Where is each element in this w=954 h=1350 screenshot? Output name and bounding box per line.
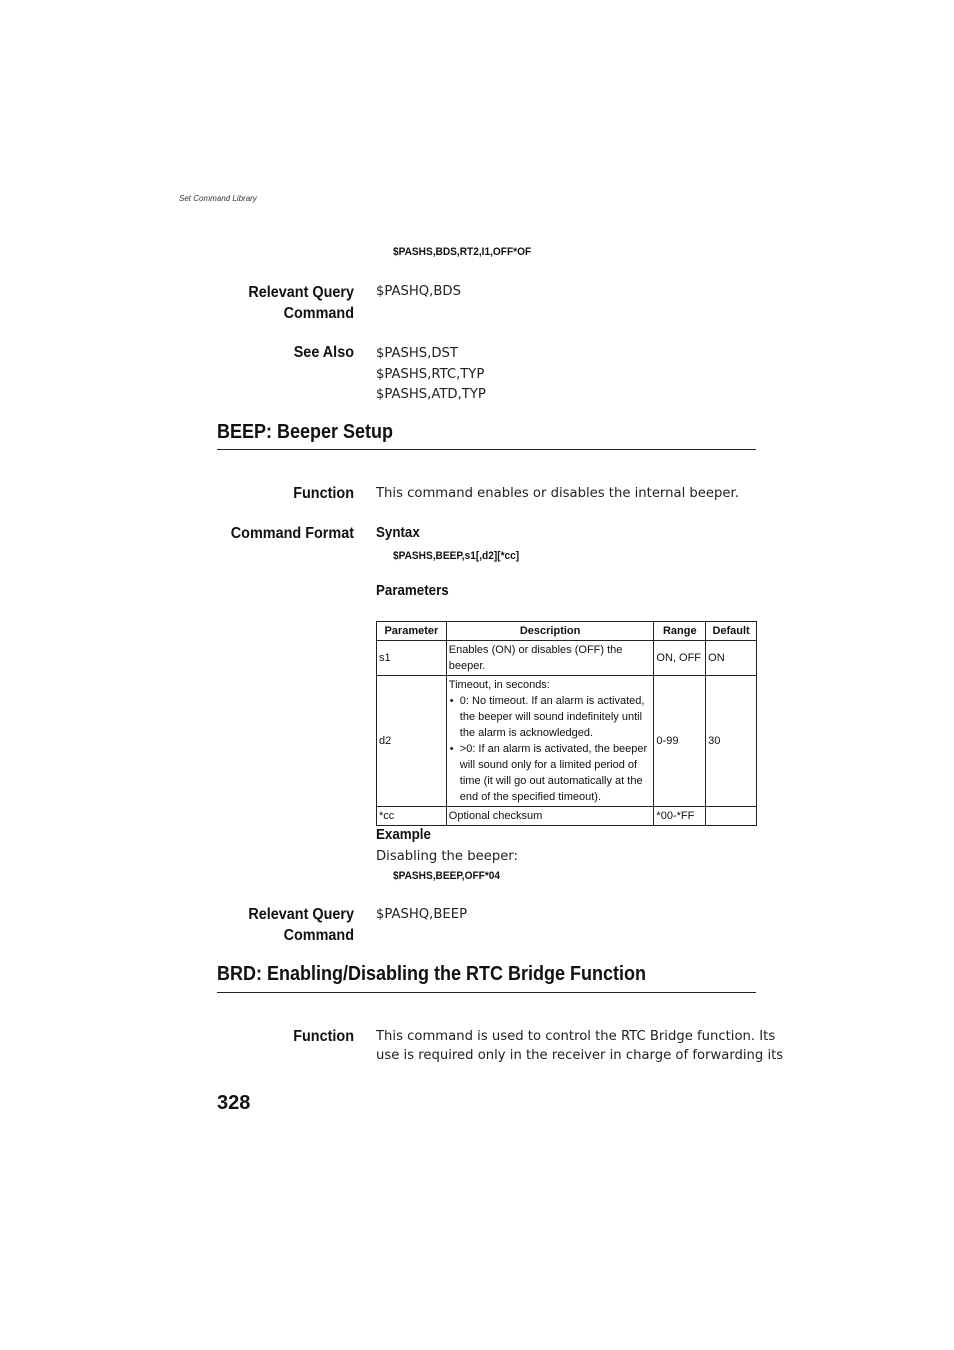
beep-function-text: This command enables or disables the internal beeper. [376,486,739,501]
see-also-list [376,344,486,406]
beep-heading-rule [217,449,756,450]
desc-bullets [449,693,652,805]
brd-heading-rule [217,992,756,993]
see-also-item: $PASHS,ATD,TYP [376,387,486,402]
see-also-item: $PASHS,RTC,TYP [376,366,485,382]
header-range: Range [654,622,706,641]
example-command: $PASHS,BEEP,OFF*04 [393,870,501,882]
see-also-label: See Also [293,344,354,361]
label-line: Relevant Query [248,284,354,301]
desc-bullet: • 0: No timeout. If an alarm is activated, the beeper will sound indefinitely until the alarm is acknowledged. [460,693,652,741]
example-label: Example [376,827,431,843]
label-line: Command [283,305,354,322]
bds-relevant-query-value: $PASHQ,BDS [376,284,461,299]
see-also-item: $PASHS,DST [376,346,458,361]
header-description: Description [446,622,654,641]
cell-range: 0-99 [654,676,706,807]
cell-param: s1 [377,641,447,676]
brd-heading: BRD: Enabling/Disabling the RTC Bridge Function [217,963,646,985]
beep-relevant-query-value: $PASHQ,BEEP [376,907,468,922]
cell-default: 30 [706,676,757,807]
cell-range: ON, OFF [654,641,706,676]
cell-desc: Optional checksum [446,807,654,826]
text-line: use is required only in the receiver in charge of forwarding its [376,1047,784,1063]
text-line: This command is used to control the RTC Bridge function. Its [376,1029,776,1044]
example-text: Disabling the beeper: [376,849,518,864]
beep-relevant-query-label [174,904,354,946]
label-line: Command [283,927,354,944]
table-header-row [377,622,757,641]
cell-param: d2 [377,676,447,807]
brd-function-text [376,1028,783,1065]
running-head: Set Command Library [179,194,257,203]
parameters-table [376,621,757,826]
syntax-label: Syntax [376,525,420,541]
beep-function-label: Function [293,485,354,502]
command-format-label: Command Format [230,525,354,542]
bds-example-command: $PASHS,BDS,RT2,I1,OFF*OF [393,246,532,258]
cell-range: *00-*FF [654,807,706,826]
header-default: Default [706,622,757,641]
parameters-label: Parameters [376,583,449,599]
syntax-command: $PASHS,BEEP,s1[,d2][*cc] [393,550,520,562]
bds-relevant-query-label [174,282,354,324]
table-row [377,641,757,676]
table-row [377,676,757,807]
header-parameter: Parameter [377,622,447,641]
cell-param: *cc [377,807,447,826]
brd-function-label: Function [293,1028,354,1045]
desc-intro: Timeout, in seconds: [448,679,550,691]
cell-default: ON [706,641,757,676]
label-line: Relevant Query [248,906,354,923]
cell-default [706,807,757,826]
page-number: 328 [217,1092,251,1114]
beep-heading: BEEP: Beeper Setup [217,421,394,443]
table-row [377,807,757,826]
cell-desc [446,676,654,807]
desc-bullet: • >0: If an alarm is activated, the beeper will sound only for a limited period of time (it will go out automatically at the end of the specified timeout). [460,741,652,805]
cell-desc: Enables (ON) or disables (OFF) the beeper. [446,641,654,676]
